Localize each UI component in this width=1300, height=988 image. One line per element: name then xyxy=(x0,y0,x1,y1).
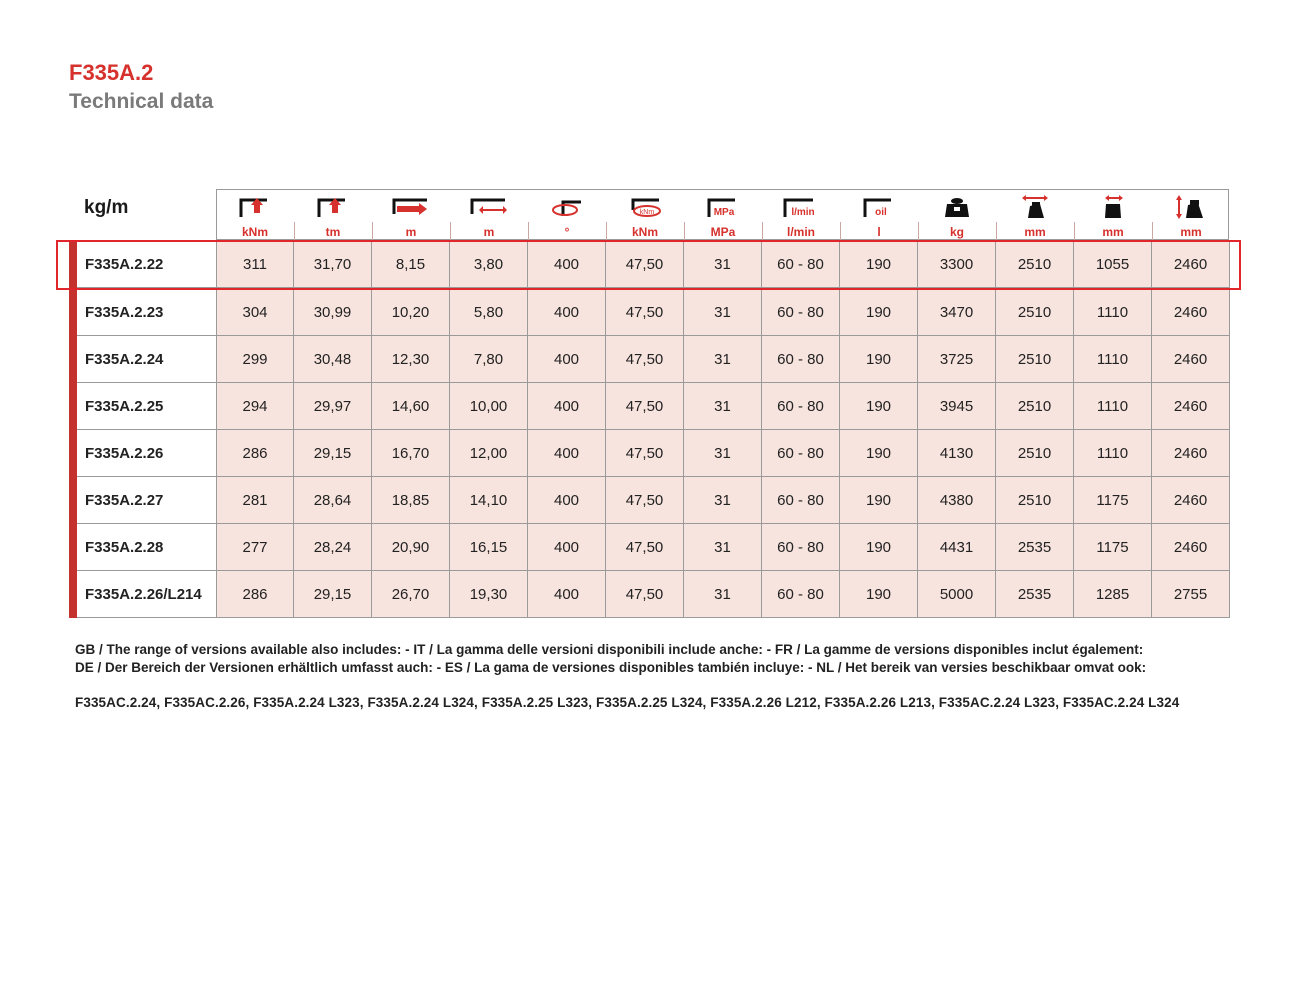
table-cell: 60 - 80 xyxy=(762,289,840,336)
table-cell: 304 xyxy=(216,289,294,336)
table-cell: 190 xyxy=(840,430,918,477)
table-cell: 47,50 xyxy=(606,383,684,430)
table-cell: 20,90 xyxy=(372,524,450,571)
model-name: F335A.2.26/L214 xyxy=(77,571,216,618)
page-subtitle: Technical data xyxy=(69,90,214,113)
table-cell: 30,48 xyxy=(294,336,372,383)
model-name: F335A.2.23 xyxy=(77,289,216,336)
table-cell: 60 - 80 xyxy=(762,336,840,383)
table-cell: 1175 xyxy=(1074,524,1152,571)
weight-icon xyxy=(918,194,996,220)
table-row xyxy=(77,571,1229,618)
table-cell: 3725 xyxy=(918,336,996,383)
note-line-2: DE / Der Bereich der Versionen erhältlich umfasst auch: - ES / La gama de versiones disponibles también incluye: - NL / Het bereik van versies beschikbaar omvat ook: xyxy=(75,660,1147,675)
table-cell: 190 xyxy=(840,571,918,618)
header-cell xyxy=(684,189,762,240)
page-title: F335A.2 xyxy=(69,60,154,85)
unit-label-cell: mm xyxy=(1024,225,1046,239)
table-row xyxy=(77,477,1229,524)
header-cell xyxy=(840,189,918,240)
table-cell: 10,20 xyxy=(372,289,450,336)
model-name: F335A.2.28 xyxy=(77,524,216,571)
unit-label-cell: kNm xyxy=(631,225,658,239)
lifting-moment-icon xyxy=(216,194,294,220)
folded-height-icon xyxy=(1152,194,1230,220)
table-cell: 286 xyxy=(216,430,294,477)
table-cell: 299 xyxy=(216,336,294,383)
table-cell: 294 xyxy=(216,383,294,430)
header-cell xyxy=(450,189,528,240)
table-cell: 2460 xyxy=(1152,336,1230,383)
table-cell: 400 xyxy=(528,571,606,618)
table-cell: 5,80 xyxy=(450,289,528,336)
table-cell: 14,10 xyxy=(450,477,528,524)
table-cell: 60 - 80 xyxy=(762,241,840,288)
unit-label-cell: tm xyxy=(325,225,341,239)
header-divider xyxy=(1074,222,1075,240)
table-cell: 1110 xyxy=(1074,430,1152,477)
table-cell: 1110 xyxy=(1074,383,1152,430)
table-cell: 60 - 80 xyxy=(762,524,840,571)
svg-text:oil: oil xyxy=(875,207,887,218)
header-cell xyxy=(216,189,294,240)
table-cell: 2460 xyxy=(1152,524,1230,571)
table-cell: 29,15 xyxy=(294,571,372,618)
table-cell: 18,85 xyxy=(372,477,450,524)
table-cell: 2460 xyxy=(1152,289,1230,336)
table-cell: 3,80 xyxy=(450,241,528,288)
unit-label-cell: kNm xyxy=(241,225,268,239)
folded-depth-icon xyxy=(1074,194,1152,220)
flow-rate-icon xyxy=(762,194,840,220)
table-row xyxy=(77,289,1229,336)
unit-label-cell: mm xyxy=(1180,225,1202,239)
unit-label-cell: l/min xyxy=(786,225,815,239)
table-cell: 400 xyxy=(528,289,606,336)
table-cell: 3470 xyxy=(918,289,996,336)
table-cell: 400 xyxy=(528,430,606,477)
table-cell: 2460 xyxy=(1152,383,1230,430)
table-cell: 190 xyxy=(840,289,918,336)
table-cell: 4130 xyxy=(918,430,996,477)
oil-tank-icon xyxy=(840,194,918,220)
table-cell: 2755 xyxy=(1152,571,1230,618)
table-cell: 26,70 xyxy=(372,571,450,618)
table-cell: 190 xyxy=(840,524,918,571)
table-cell: 31 xyxy=(684,241,762,288)
header-cell xyxy=(918,189,996,240)
unit-label-cell: mm xyxy=(1102,225,1124,239)
table-cell: 2510 xyxy=(996,383,1074,430)
row-accent-bar xyxy=(69,241,77,618)
table-cell: 3300 xyxy=(918,241,996,288)
unit-label-cell: m xyxy=(405,225,417,239)
table-cell: 3945 xyxy=(918,383,996,430)
table-cell: 60 - 80 xyxy=(762,477,840,524)
table-cell: 60 - 80 xyxy=(762,571,840,618)
header-divider xyxy=(294,222,295,240)
model-name: F335A.2.24 xyxy=(77,336,216,383)
unit-label-cell: kg xyxy=(949,225,964,239)
table-cell: 28,24 xyxy=(294,524,372,571)
table-cell: 2460 xyxy=(1152,241,1230,288)
header-divider xyxy=(1152,222,1153,240)
table-cell: 31 xyxy=(684,430,762,477)
table-cell: 47,50 xyxy=(606,477,684,524)
header-divider xyxy=(684,222,685,240)
table-cell: 31 xyxy=(684,289,762,336)
table-cell: 19,30 xyxy=(450,571,528,618)
table-cell: 190 xyxy=(840,241,918,288)
table-cell: 1110 xyxy=(1074,289,1152,336)
table-cell: 190 xyxy=(840,477,918,524)
versions-list: F335AC.2.24, F335AC.2.26, F335A.2.24 L323, F335A.2.24 L324, F335A.2.25 L323, F335A.2.25 L324, F335A.2.26 L212, F335A.2.26 L213, F335AC.2.24 L323, F335AC.2.24 L324 xyxy=(75,695,1180,710)
table-cell: 31,70 xyxy=(294,241,372,288)
table-row xyxy=(77,430,1229,477)
svg-text:MPa: MPa xyxy=(713,207,735,218)
table-row xyxy=(77,241,1229,288)
header-cell xyxy=(1074,189,1152,240)
svg-text:l/min: l/min xyxy=(791,207,815,218)
table-cell: 60 - 80 xyxy=(762,430,840,477)
header-cell xyxy=(528,189,606,240)
table-cell: 29,97 xyxy=(294,383,372,430)
table-cell: 2535 xyxy=(996,571,1074,618)
table-cell: 16,15 xyxy=(450,524,528,571)
table-cell: 400 xyxy=(528,336,606,383)
table-cell: 60 - 80 xyxy=(762,383,840,430)
header-divider xyxy=(528,222,529,240)
table-cell: 12,30 xyxy=(372,336,450,383)
model-name: F335A.2.25 xyxy=(77,383,216,430)
header-cell xyxy=(996,189,1074,240)
header-cell xyxy=(762,189,840,240)
header-divider xyxy=(762,222,763,240)
extension-length-icon xyxy=(450,194,528,220)
table-cell: 2460 xyxy=(1152,477,1230,524)
unit-label: kg/m xyxy=(84,197,129,218)
header-cell xyxy=(1152,189,1230,240)
table-cell: 400 xyxy=(528,241,606,288)
svg-text:kNm: kNm xyxy=(639,209,655,216)
table-cell: 16,70 xyxy=(372,430,450,477)
table-cell: 1285 xyxy=(1074,571,1152,618)
header-cell xyxy=(294,189,372,240)
table-cell: 2510 xyxy=(996,289,1074,336)
hydraulic-outreach-icon xyxy=(372,194,450,220)
header-cell xyxy=(606,189,684,240)
table-cell: 31 xyxy=(684,383,762,430)
table-cell: 2535 xyxy=(996,524,1074,571)
header-divider xyxy=(840,222,841,240)
header-divider xyxy=(372,222,373,240)
table-cell: 29,15 xyxy=(294,430,372,477)
table-cell: 31 xyxy=(684,336,762,383)
unit-label-cell: MPa xyxy=(710,225,736,239)
slewing-angle-icon xyxy=(528,194,606,220)
header-divider xyxy=(996,222,997,240)
table-cell: 47,50 xyxy=(606,571,684,618)
table-cell: 31 xyxy=(684,524,762,571)
table-cell: 10,00 xyxy=(450,383,528,430)
header-divider xyxy=(918,222,919,240)
table-row xyxy=(77,383,1229,430)
table-cell: 190 xyxy=(840,336,918,383)
table-cell: 28,64 xyxy=(294,477,372,524)
header-divider xyxy=(606,222,607,240)
table-cell: 400 xyxy=(528,477,606,524)
table-cell: 47,50 xyxy=(606,241,684,288)
model-name: F335A.2.27 xyxy=(77,477,216,524)
pressure-icon xyxy=(684,194,762,220)
table-cell: 14,60 xyxy=(372,383,450,430)
unit-label-cell: l xyxy=(877,225,881,239)
table-cell: 400 xyxy=(528,524,606,571)
note-line-1: GB / The range of versions available also includes: - IT / La gamma delle versioni disponibili include anche: - FR / La gamme de versions disponibles inclut également: xyxy=(75,642,1144,657)
slewing-torque-icon xyxy=(606,194,684,220)
table-row xyxy=(77,336,1229,383)
table-cell: 2510 xyxy=(996,336,1074,383)
table-cell: 2510 xyxy=(996,241,1074,288)
model-name: F335A.2.22 xyxy=(77,241,216,288)
table-cell: 2510 xyxy=(996,430,1074,477)
table-cell: 1175 xyxy=(1074,477,1152,524)
table-cell: 30,99 xyxy=(294,289,372,336)
table-cell: 1055 xyxy=(1074,241,1152,288)
table-cell: 8,15 xyxy=(372,241,450,288)
table-cell: 47,50 xyxy=(606,336,684,383)
table-cell: 400 xyxy=(528,383,606,430)
unit-label-cell: m xyxy=(483,225,495,239)
table-cell: 277 xyxy=(216,524,294,571)
table-cell: 190 xyxy=(840,383,918,430)
lifting-capacity-icon xyxy=(294,194,372,220)
header-divider xyxy=(450,222,451,240)
table-cell: 7,80 xyxy=(450,336,528,383)
table-cell: 47,50 xyxy=(606,524,684,571)
unit-label-cell: ° xyxy=(564,225,570,239)
table-cell: 311 xyxy=(216,241,294,288)
table-row xyxy=(77,524,1229,571)
table-cell: 31 xyxy=(684,477,762,524)
table-cell: 1110 xyxy=(1074,336,1152,383)
table-cell: 4380 xyxy=(918,477,996,524)
table-cell: 2460 xyxy=(1152,430,1230,477)
table-cell: 281 xyxy=(216,477,294,524)
folded-width-icon xyxy=(996,194,1074,220)
model-name: F335A.2.26 xyxy=(77,430,216,477)
table-cell: 5000 xyxy=(918,571,996,618)
table-cell: 47,50 xyxy=(606,430,684,477)
table-cell: 2510 xyxy=(996,477,1074,524)
header-cell xyxy=(372,189,450,240)
table-cell: 47,50 xyxy=(606,289,684,336)
table-cell: 286 xyxy=(216,571,294,618)
table-cell: 12,00 xyxy=(450,430,528,477)
table-cell: 4431 xyxy=(918,524,996,571)
table-cell: 31 xyxy=(684,571,762,618)
